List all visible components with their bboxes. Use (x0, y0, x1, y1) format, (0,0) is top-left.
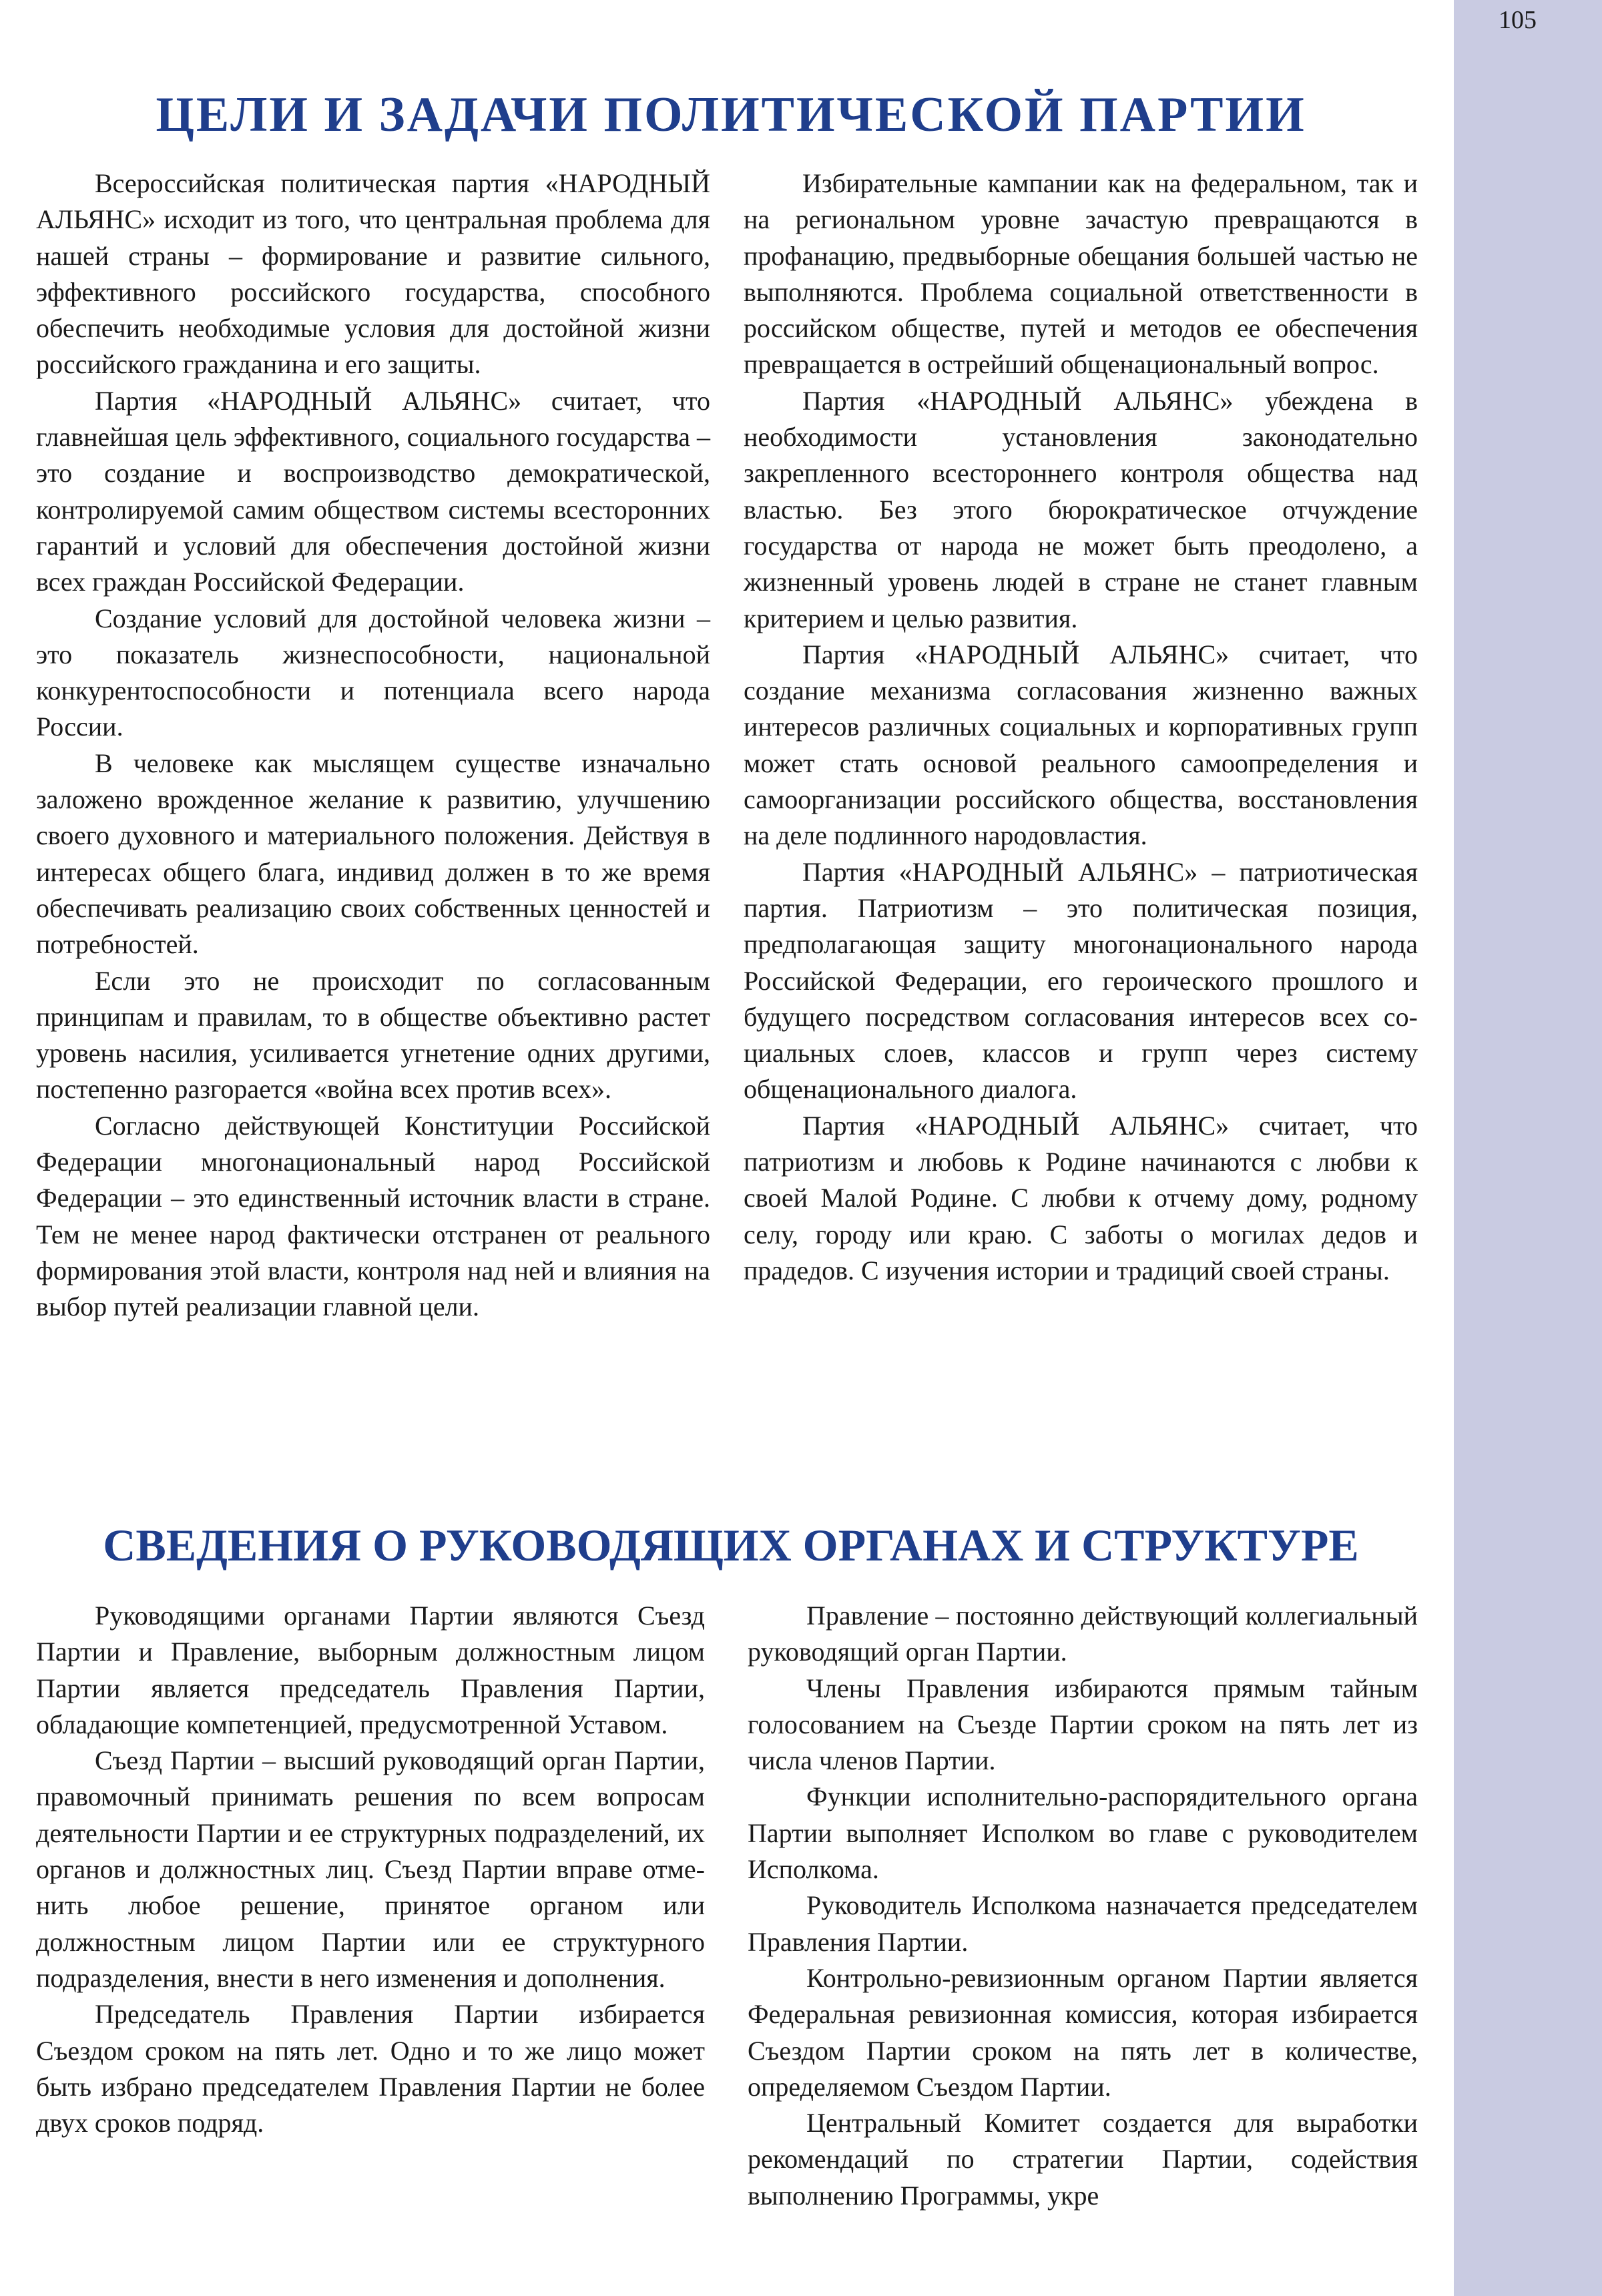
paragraph: Председатель Правления Партии избирается Съездом сроком на пять лет. Одно и то же лицо может быть избрано председателем Правления Партии не более двух сроков подряд. (36, 1999, 705, 2138)
paragraph: Члены Правления избираются прямым тайным голосованием на Съезде Партии сроком на пять лет из числа членов Партии. (748, 1673, 1418, 1776)
paragraph: Центральный Комитет создается для выработки рекомендаций по стратегии Партии, содействия выполнению Программы, укре (748, 2108, 1418, 2211)
paragraph: Съезд Партии – высший руководящий орган Партии, правомочный принимать решения по всем вопросам деятельности Партии и ее структурных подразделений, их органов и должностных лиц. Съезд Партии вправе отменить любое решение, принятое органом или должностным лицом Партии или ее структурного подразделения, внести в него изменения и дополнения. (36, 1745, 705, 1993)
paragraph: Партия «НАРОДНЫЙ АЛЬЯНС» считает, что патриотизм и любовь к Родине начинаются с любви к своей Малой Родине. С любви к отчему дому, родному селу, городу или краю. С заботы о могилах дедов и прадедов. С изучения истории и традиций своей страны. (744, 1110, 1418, 1285)
paragraph: Избирательные кампании как на федеральном, так и на региональном уровне зачастую превращаются в профанацию, предвыборные обещания большей частью не выполняются. Проблема социальной ответственности в российском обществе, путей и методов ее обеспечения превращается в острейший общенациональный вопрос. (744, 168, 1418, 380)
paragraph: Партия «НАРОДНЫЙ АЛЬЯНС» убеждена в необходимости установления законодательно закрепленного всестороннего контроля общества над властью. Без этого бюрократическое отчуждение государства от народа не может быть преодолено, а жизненный уровень людей в стране не станет главным критерием и целью развития. (744, 385, 1418, 633)
structure-right-column (748, 1598, 1418, 2214)
paragraph: В человеке как мыслящем существе изначально заложено врожденное желание к развитию, улучшению своего духовного и материального положения. Действуя в интересах общего блага, индивид должен в то же время обеспечивать реализацию своих собственных ценностей и потребностей. (36, 748, 710, 960)
section-title-goals: ЦЕЛИ И ЗАДАЧИ ПОЛИТИЧЕСКОЙ ПАРТИИ (156, 87, 1306, 142)
page-number: 105 (1499, 6, 1537, 34)
paragraph: Руководящими органами Партии являются Съезд Партии и Правление, выборным должностным лицом Партии является председатель Правления Партии, обладающие компетенцией, предусмотренной Уставом. (36, 1601, 705, 1739)
paragraph: Правление – постоянно действующий коллегиальный руководящий орган Партии. (748, 1601, 1418, 1667)
goals-right-column (744, 166, 1418, 1289)
paragraph: Партия «НАРОДНЫЙ АЛЬЯНС» считает, что главнейшая цель эффективного, социального государства – это создание и воспроизводство демократической, контролируемой самим обществом системы всесторонних гарантий и условий для обеспечения достойной жизни всех граждан Российской Федерации. (36, 385, 710, 597)
paragraph: Всероссийская политическая партия «НАРОДНЫЙ АЛЬЯНС» исходит из того, что центральная проблема для нашей страны – формирование и развитие сильного, эффективного российского государства, способного обеспечить необходимые условия для достойной жизни российского гражданина и его защиты. (36, 168, 710, 380)
paragraph: Руководитель Исполкома назначается председателем Правления Партии. (748, 1890, 1418, 1957)
paragraph: Функции исполнительно-распорядительного органа Партии выполняет Исполком во главе с руководителем Исполкома. (748, 1781, 1418, 1885)
page-margin-band (1454, 0, 1602, 2296)
section-title-structure: СВЕДЕНИЯ О РУКОВОДЯЩИХ ОРГАНАХ И СТРУКТУРЕ (103, 1520, 1359, 1570)
paragraph: Согласно действующей Конституции Российской Федерации многонациональный народ Российской Федерации – это единственный источник власти в стране. Тем не менее народ фактически отстранен от реального формирования этой власти, контроля над ней и влияния на выбор путей реализации главной цели. (36, 1110, 710, 1322)
paragraph: Партия «НАРОДНЫЙ АЛЬЯНС» считает, что создание механизма согласования жизненно важных интересов различных социальных и корпоративных групп может стать основой реального самоопределения и самоорганизации российского общества, восстановления на деле подлинного народовластия. (744, 639, 1418, 851)
goals-left-column (36, 166, 710, 1326)
paragraph: Контрольно-ревизионным органом Партии является Федеральная ревизионная комиссия, которая избирается Съездом Партии сроком на пять лет в количестве, определяемом Съездом Партии. (748, 1962, 1418, 2102)
structure-left-column (36, 1598, 705, 2141)
paragraph: Создание условий для достойной человека жизни – это показатель жизнеспособности, национальной конкурентоспособности и потенциала всего народа России. (36, 603, 710, 742)
paragraph: Партия «НАРОДНЫЙ АЛЬЯНС» – патриотическая партия. Патриотизм – это политическая позиция, предполагающая защиту многонационального народа Российской Федерации, его героического прошлого и будущего посредством согласования интересов всех социальных слоев, классов и групп через систему общенационального диалога. (744, 856, 1418, 1105)
paragraph: Если это не происходит по согласованным принципам и правилам, то в обществе объективно растет уровень насилия, усиливается угнетение одних другими, постепенно разгорается «война всех против всех». (36, 965, 710, 1105)
